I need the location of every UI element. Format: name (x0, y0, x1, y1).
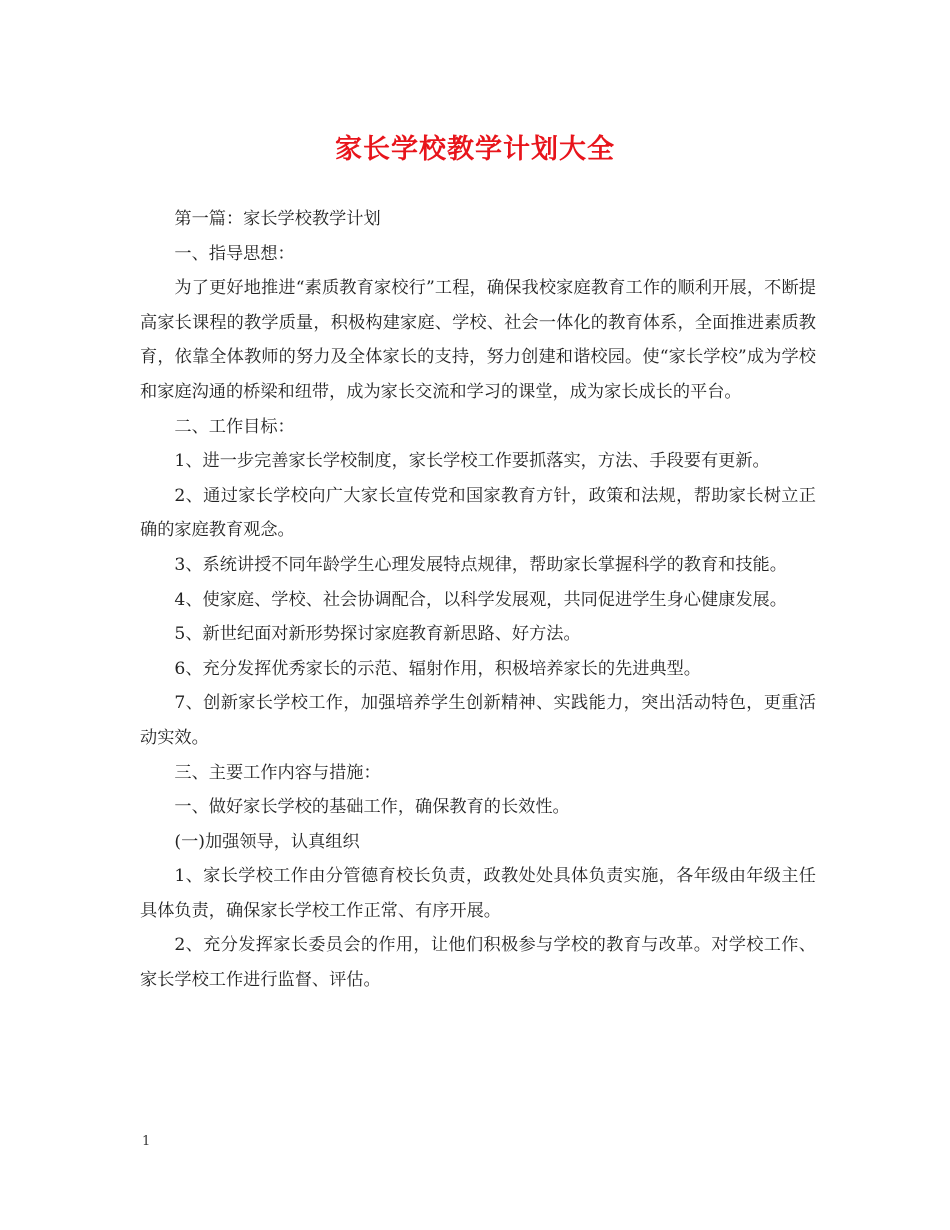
paragraph-goal-3: 3、系统讲授不同年龄学生心理发展特点规律，帮助家长掌握科学的教育和技能。 (174, 554, 787, 575)
paragraph-work-goals-heading: 二、工作目标： (174, 416, 295, 437)
paragraph-goal-1: 1、进一步完善家长学校制度，家长学校工作要抓落实，方法、手段要有更新。 (174, 451, 770, 472)
document-body (140, 202, 816, 998)
paragraph-measure-1: 1、家长学校工作由分管德育校长负责，政教处处具体负责实施，各年级由年级主任具体负责，确保家长学校工作正常、有序开展。 (140, 866, 816, 921)
paragraph-goal-2: 2、通过家长学校向广大家长宣传党和国家教育方针，政策和法规，帮助家长树立正确的家庭教育观念。 (140, 485, 816, 541)
paragraph-measure-2: 2、充分发挥家长委员会的作用，让他们积极参与学校的教育与改革。对学校工作、家长学校工作进行监督、评估。 (140, 935, 816, 991)
paragraph-goal-6: 6、充分发挥优秀家长的示范、辐射作用，积极培养家长的先进典型。 (174, 658, 701, 679)
document-title: 家长学校教学计划大全 (335, 134, 615, 165)
paragraph-foundation-work: 一、做好家长学校的基础工作，确保教育的长效性。 (174, 797, 570, 818)
paragraph-goal-7: 7、创新家长学校工作，加强培养学生创新精神、实践能力，突出活动特色，更重活动实效。 (140, 693, 816, 748)
page-number: 1 (142, 1134, 151, 1149)
paragraph-guiding-ideology: 为了更好地推进“素质教育家校行”工程，确保我校家庭教育工作的顺利开展，不断提高家长课程的教学质量，积极构建家庭、学校、社会一体化的教育体系，全面推进素质教育，依靠全体教师的努力及全体家长的支持，努力创建和谐校园。使“家长学校”成为学校和家庭沟通的桥梁和纽带，成为家长交流和学习的课堂，成为家长成长的平台。 (140, 278, 816, 402)
paragraph-guiding-ideology-heading: 一、指导思想： (174, 243, 295, 264)
paragraph-leadership-heading: (一)加强领导，认真组织 (174, 831, 360, 852)
paragraph-goal-4: 4、使家庭、学校、社会协调配合，以科学发展观，共同促进学生身心健康发展。 (174, 589, 787, 610)
paragraph-goal-5: 5、新世纪面对新形势探讨家庭教育新思路、好方法。 (174, 624, 581, 645)
paragraph-main-content-heading: 三、主要工作内容与措施： (174, 762, 381, 783)
paragraph-section-heading: 第一篇：家长学校教学计划 (174, 209, 381, 229)
